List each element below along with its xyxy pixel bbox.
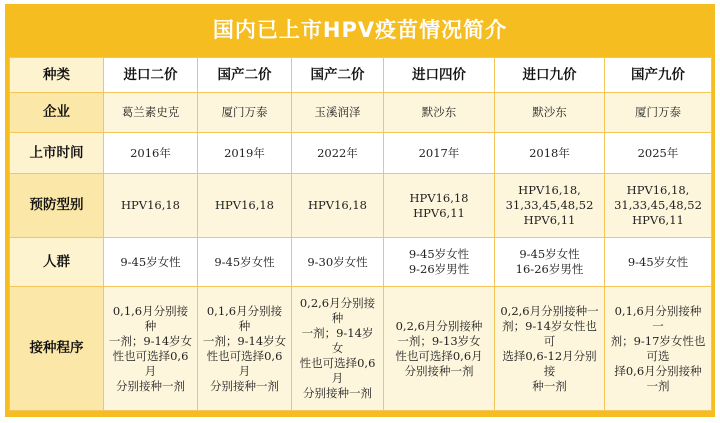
cell-line: 一剂；9-14岁女 xyxy=(301,326,374,355)
cell-line: 9-45岁女性 xyxy=(120,254,181,269)
row-label: 上市时间 xyxy=(10,133,104,174)
cell-line: 9-30岁女性 xyxy=(307,254,368,269)
launch-cell: 2019年 xyxy=(198,133,292,174)
cell-line: 0,1,6月分别接种 xyxy=(206,303,283,333)
launch-cell: 2017年 xyxy=(384,133,495,174)
cell-line: 种一剂 xyxy=(532,378,567,393)
population-cell xyxy=(384,238,495,287)
cell-line: 一剂；9-14岁女 xyxy=(202,333,287,348)
cell-line: 9-45岁女性 xyxy=(627,254,689,269)
population-cell xyxy=(495,238,605,287)
population-cell xyxy=(605,238,712,287)
cell-line: 0,1,6月分别接种 xyxy=(112,303,189,333)
row-label: 人群 xyxy=(10,238,104,287)
types-cell xyxy=(495,174,605,238)
row-label: 接种程序 xyxy=(10,287,104,411)
cell-line: 性也可选择0,6月 xyxy=(206,348,283,378)
population-cell xyxy=(198,238,292,287)
types-cell xyxy=(292,174,384,238)
launch-cell: 2016年 xyxy=(104,133,198,174)
cell-line: HPV16,18, xyxy=(518,183,581,197)
cell-line: 性也可选择0,6月 xyxy=(299,356,376,385)
col-header: 进口二价 xyxy=(104,58,198,93)
schedule-cell xyxy=(495,287,605,411)
launch-row xyxy=(10,133,712,174)
vaccine-table xyxy=(9,57,712,411)
population-row xyxy=(10,238,712,287)
cell-line: 分别接种一剂 xyxy=(116,378,185,393)
cell-line: 0,2,6月分别接种一 xyxy=(500,303,599,318)
cell-line: 性也可选择0,6月 xyxy=(395,348,483,363)
company-cell: 厦门万泰 xyxy=(198,93,292,133)
cell-line: 分别接种一剂 xyxy=(303,386,372,400)
types-cell xyxy=(605,174,712,238)
col-header: 进口九价 xyxy=(495,58,605,93)
cell-line: 0,2,6月分别接种 xyxy=(299,296,376,325)
schedule-row xyxy=(10,287,712,411)
schedule-cell xyxy=(384,287,495,411)
cell-line: 分别接种一剂 xyxy=(404,363,474,378)
launch-cell: 2025年 xyxy=(605,133,712,174)
col-header: 国产二价 xyxy=(198,58,292,93)
launch-cell: 2018年 xyxy=(495,133,605,174)
cell-line: HPV16,18 xyxy=(121,198,180,212)
schedule-cell xyxy=(198,287,292,411)
cell-line: HPV6,11 xyxy=(413,205,465,220)
col-header: 国产二价 xyxy=(292,58,384,93)
company-cell: 玉溪润泽 xyxy=(292,93,384,133)
row-label: 预防型别 xyxy=(10,174,104,238)
launch-cell: 2022年 xyxy=(292,133,384,174)
cell-line: 9-26岁男性 xyxy=(408,262,470,276)
cell-line: 一剂；9-13岁女 xyxy=(397,333,481,348)
cell-line: 9-45岁女性 xyxy=(408,247,470,261)
company-row xyxy=(10,93,712,133)
cell-line: HPV6,11 xyxy=(632,213,684,227)
schedule-cell xyxy=(605,287,712,411)
cell-line: HPV16,18 xyxy=(308,198,367,212)
types-cell xyxy=(384,174,495,238)
schedule-cell xyxy=(292,287,384,411)
header-row xyxy=(10,58,712,93)
cell-line: 31,33,45,48,52 xyxy=(614,198,702,212)
row-label: 企业 xyxy=(10,93,104,133)
cell-line: HPV16,18 xyxy=(215,198,274,212)
col-header: 国产九价 xyxy=(605,58,712,93)
cell-line: 0,1,6月分别接种一 xyxy=(614,303,702,333)
cell-line: 9-45岁女性 xyxy=(519,247,580,261)
cell-line: 9-45岁女性 xyxy=(214,254,275,269)
cell-line: 一剂；9-14岁女 xyxy=(108,333,193,348)
types-cell xyxy=(198,174,292,238)
cell-line: 31,33,45,48,52 xyxy=(505,198,594,212)
company-cell: 厦门万泰 xyxy=(605,93,712,133)
cell-line: 分别接种一剂 xyxy=(210,378,279,393)
table-title: 国内已上市HPV疫苗情况简介 xyxy=(212,18,508,42)
company-cell: 葛兰素史克 xyxy=(104,93,198,133)
cell-line: 16-26岁男性 xyxy=(515,262,584,276)
types-cell xyxy=(104,174,198,238)
cell-line: 选择0,6-12月分别接 xyxy=(502,348,597,378)
cell-line: HPV16,18 xyxy=(409,190,469,205)
col-header: 进口四价 xyxy=(384,58,495,93)
cell-line: 0,2,6月分别接种 xyxy=(395,318,483,333)
schedule-cell xyxy=(104,287,198,411)
company-cell: 默沙东 xyxy=(495,93,605,133)
cell-line: HPV16,18, xyxy=(626,183,690,197)
cell-line: 性也可选择0,6月 xyxy=(112,348,189,378)
cell-line: HPV6,11 xyxy=(523,213,576,227)
cell-line: 剂；9-17岁女性也可选 xyxy=(610,333,706,363)
cell-line: 择0,6月分别接种一剂 xyxy=(614,363,702,393)
population-cell xyxy=(104,238,198,287)
company-cell: 默沙东 xyxy=(384,93,495,133)
header-label: 种类 xyxy=(10,58,104,93)
types-row xyxy=(10,174,712,238)
cell-line: 剂；9-14岁女性也可 xyxy=(502,318,597,348)
population-cell xyxy=(292,238,384,287)
vaccine-table-card xyxy=(5,4,715,417)
